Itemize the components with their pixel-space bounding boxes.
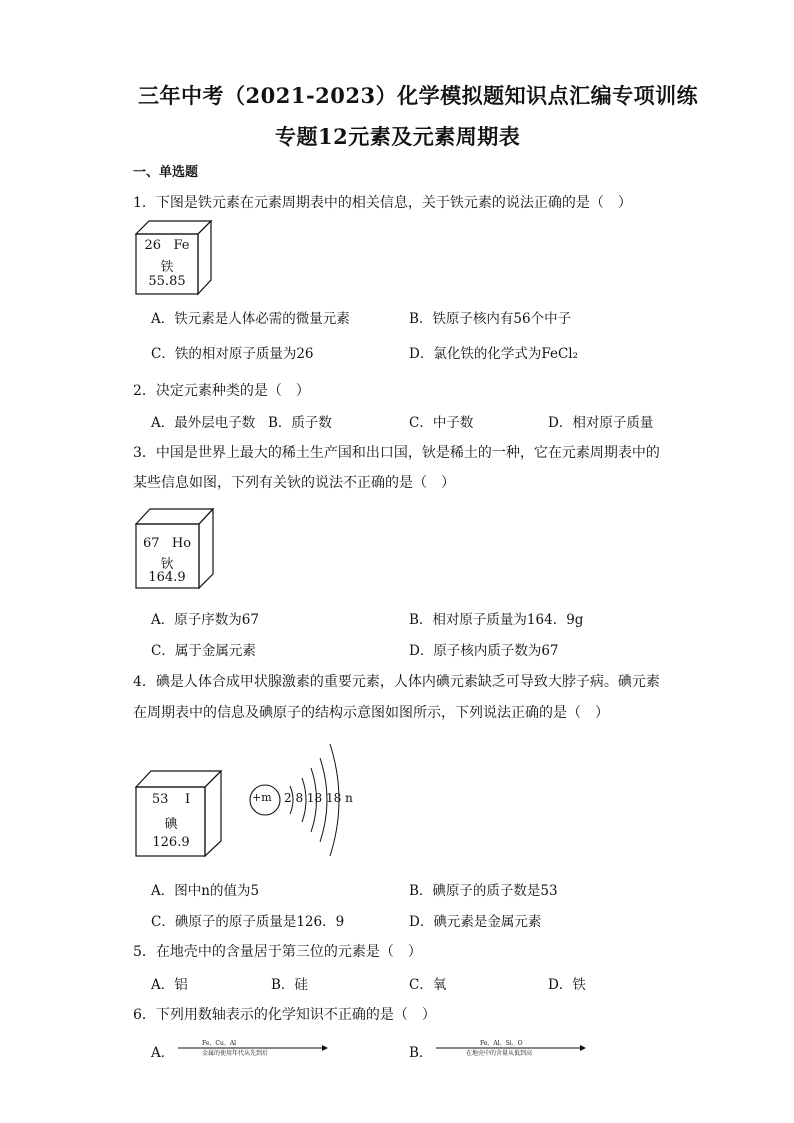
axis-b-bottom-label: 在地壳中的含量从低到高 — [466, 1050, 533, 1057]
q6-option-b[interactable]: B． — [409, 1045, 433, 1061]
q1-option-b[interactable]: B．铁原子核内有56个中子 — [409, 311, 572, 327]
q3-option-c[interactable]: C．属于金属元素 — [151, 643, 256, 659]
cell-symbol: Fe — [173, 238, 190, 253]
question-3-stem-line1: 3．中国是世界上最大的稀土生产国和出口国，钬是稀土的一种，它在元素周期表中的 — [133, 445, 660, 461]
q5-option-b[interactable]: B．硅 — [271, 977, 308, 993]
q4-option-d[interactable]: D．碘元素是金属元素 — [409, 914, 542, 930]
page-title-line2: 专题12元素及元素周期表 — [275, 124, 521, 149]
q2-option-c[interactable]: C．中子数 — [409, 415, 474, 431]
q4-option-c[interactable]: C．碘原子的原子质量是126．9 — [151, 914, 345, 930]
question-6-stem: 6．下列用数轴表示的化学知识不正确的是（ ） — [133, 1007, 436, 1023]
nucleus-charge: +m — [252, 791, 272, 804]
q2-option-d[interactable]: D．相对原子质量 — [548, 415, 654, 431]
q4-option-a[interactable]: A．图中n的值为5 — [151, 883, 260, 899]
electron-shells: 2 8 18 18 n — [284, 791, 353, 805]
section-heading: 一、单选题 — [133, 165, 199, 180]
number-axis-b — [436, 1040, 586, 1060]
question-4-stem-line1: 4．碘是人体合成甲状腺激素的重要元素，人体内碘元素缺乏可导致大脖子病。碘元素 — [133, 674, 660, 690]
cell-number: 67 — [142, 536, 160, 551]
q3-option-d[interactable]: D．原子核内质子数为67 — [409, 643, 559, 659]
number-axis-a — [178, 1040, 328, 1060]
q2-option-a[interactable]: A．最外层电子数 — [151, 415, 256, 431]
question-5-stem: 5．在地壳中的含量居于第三位的元素是（ ） — [133, 944, 422, 960]
axis-a-top-label: Fe、Cu、Al — [202, 1040, 237, 1047]
cell-symbol: Ho — [171, 536, 192, 551]
q5-option-c[interactable]: C．氧 — [409, 977, 447, 993]
question-3-stem-line2: 某些信息如图，下列有关钬的说法不正确的是（ ） — [133, 475, 455, 491]
q6-option-a[interactable]: A． — [151, 1045, 175, 1061]
element-cell-fe — [135, 220, 215, 296]
cell-symbol: I — [184, 792, 191, 807]
cell-mass: 55.85 — [148, 274, 186, 289]
cell-mass: 126.9 — [152, 835, 190, 850]
question-1-stem: 1．下图是铁元素在元素周期表中的相关信息，关于铁元素的说法正确的是（ ） — [133, 195, 632, 211]
q3-option-b[interactable]: B．相对原子质量为164．9g — [409, 612, 584, 628]
cell-number: 26 — [144, 238, 162, 253]
cell-number: 53 — [151, 792, 169, 807]
cell-name: 碘 — [164, 817, 178, 832]
q5-option-d[interactable]: D．铁 — [548, 977, 586, 993]
q5-option-a[interactable]: A．铝 — [151, 977, 188, 993]
question-4-stem-line2: 在周期表中的信息及碘原子的结构示意图如图所示，下列说法正确的是（ ） — [133, 705, 609, 721]
axis-a-bottom-label: 金属的使用年代从先到后 — [202, 1050, 269, 1057]
q1-option-c[interactable]: C．铁的相对原子质量为26 — [151, 346, 314, 362]
iodine-atom-structure-diagram — [248, 738, 358, 862]
q1-option-a[interactable]: A．铁元素是人体必需的微量元素 — [151, 311, 350, 327]
cell-name: 铁 — [160, 260, 174, 275]
axis-b-top-label: Fe、Al、Si、O — [480, 1040, 523, 1047]
q4-option-b[interactable]: B．碘原子的质子数是53 — [409, 883, 558, 899]
cell-mass: 164.9 — [148, 570, 186, 585]
page-title-line1: 三年中考（2021-2023）化学模拟题知识点汇编专项训练 — [138, 83, 699, 108]
q2-option-b[interactable]: B．质子数 — [268, 415, 332, 431]
element-cell-ho — [135, 508, 215, 590]
cell-name: 钬 — [160, 557, 174, 572]
q1-option-d[interactable]: D．氯化铁的化学式为FeCl₂ — [409, 346, 579, 362]
question-2-stem: 2．决定元素种类的是（ ） — [133, 383, 310, 399]
q3-option-a[interactable]: A．原子序数为67 — [151, 612, 259, 628]
element-cell-i — [135, 770, 223, 858]
